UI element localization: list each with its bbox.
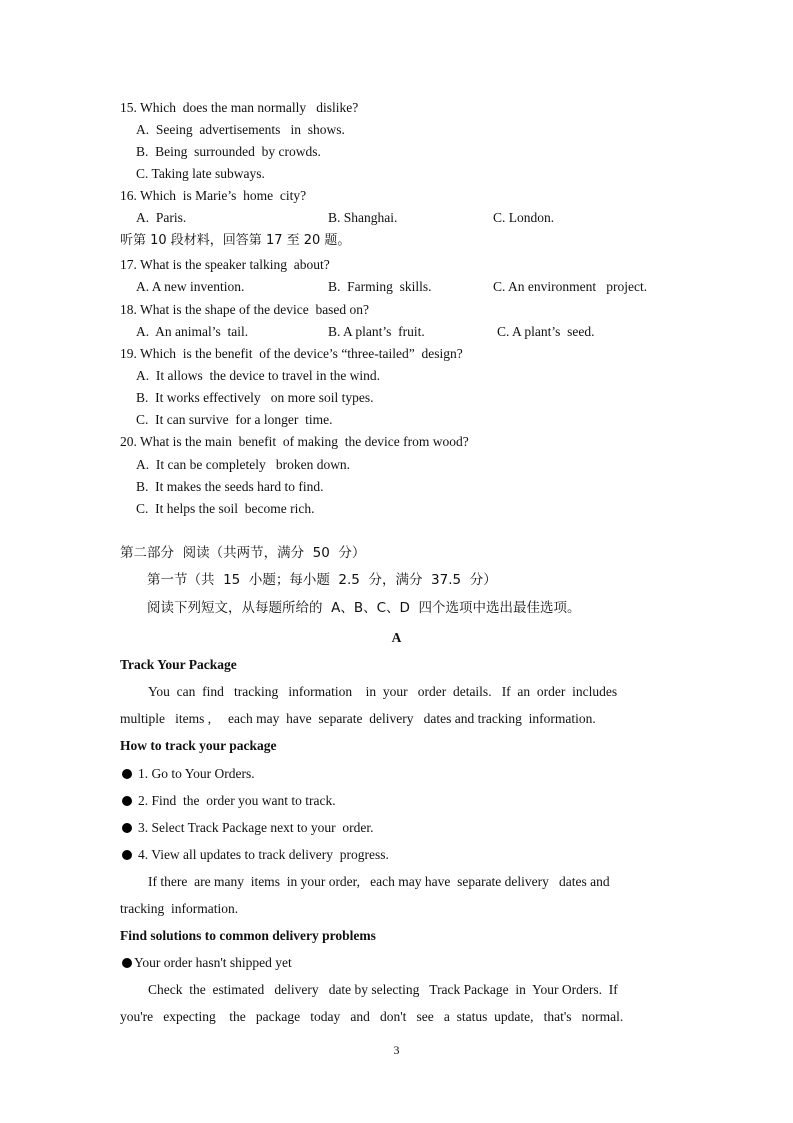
para2-line2: tracking information. [120,901,239,916]
q16-option-c: C. London. [493,210,555,225]
section-note: 听第 10 段材料，回答第 17 至 20 题。 [120,233,351,248]
step-item: 3. Select Track Package next to your order. [122,820,373,836]
page-number: 3 [393,1043,400,1057]
q18-option-a: A. An animal’s tail. [136,324,249,339]
q19-question: 19. Which is the benefit of the device’s “three-tailed” design? [120,346,463,361]
q18-option-b: B. A plant’s fruit. [328,324,425,339]
q19-option-a: A. It allows the device to travel in the wind. [136,368,381,383]
q20-option-c: C. It helps the soil become rich. [136,501,315,516]
para2-line1: If there are many items in your order, each may have separate delivery dates and [148,874,610,889]
q17-question: 17. What is the speaker talking about? [120,257,330,272]
para3-line2: you're expecting the package today and don't see a status update, that's normal. [120,1009,624,1024]
step-item: 4. View all updates to track delivery progress. [122,847,389,863]
q20-option-b: B. It makes the seeds hard to find. [136,479,324,494]
q17-option-a: A. A new invention. [136,279,245,294]
bullet-icon [122,850,132,860]
subheading-not-shipped: Your order hasn't shipped yet [122,955,292,971]
bullet-icon [122,958,132,968]
para1-line1: You can find tracking information in your order details. If an order includes [148,684,618,699]
q16-option-b: B. Shanghai. [328,210,398,225]
para1-line2: multiple items , each may have separate delivery dates and tracking information. [120,711,596,726]
reading-instruction: 阅读下列短文，从每题所给的 A、B、C、D 四个选项中选出最佳选项。 [147,600,581,616]
heading-track: How to track your package [120,738,277,753]
q19-option-b: B. It works effectively on more soil types. [136,390,374,405]
q15-option-a: A. Seeing advertisements in shows. [136,122,345,137]
q15-option-c: C. Taking late subways. [136,166,265,181]
step-item: 1. Go to Your Orders. [122,766,255,782]
bullet-icon [122,769,132,779]
q16-option-a: A. Paris. [136,210,187,225]
passage-title: Track Your Package [120,657,237,672]
section-title: 第一节（共 15 小题；每小题 2.5 分，满分 37.5 分） [147,572,497,588]
heading-solutions: Find solutions to common delivery problems [120,928,376,943]
q17-option-c: C. An environment project. [493,279,648,294]
q18-option-c: C. A plant’s seed. [497,324,595,339]
bullet-icon [122,796,132,806]
q18-question: 18. What is the shape of the device based on? [120,302,370,317]
q19-option-c: C. It can survive for a longer time. [136,412,333,427]
q15-option-b: B. Being surrounded by crowds. [136,144,321,159]
q17-option-b: B. Farming skills. [328,279,432,294]
q20-question: 20. What is the main benefit of making the device from wood? [120,434,469,449]
para3-line1: Check the estimated delivery date by selecting Track Package in Your Orders. If [148,982,618,997]
passage-letter: A [391,630,402,645]
step-item: 2. Find the order you want to track. [122,793,336,809]
q15-question: 15. Which does the man normally dislike? [120,100,359,115]
part-title: 第二部分 阅读（共两节，满分 50 分） [120,545,366,561]
q20-option-a: A. It can be completely broken down. [136,457,351,472]
bullet-icon [122,823,132,833]
q16-question: 16. Which is Marie’s home city? [120,188,307,203]
